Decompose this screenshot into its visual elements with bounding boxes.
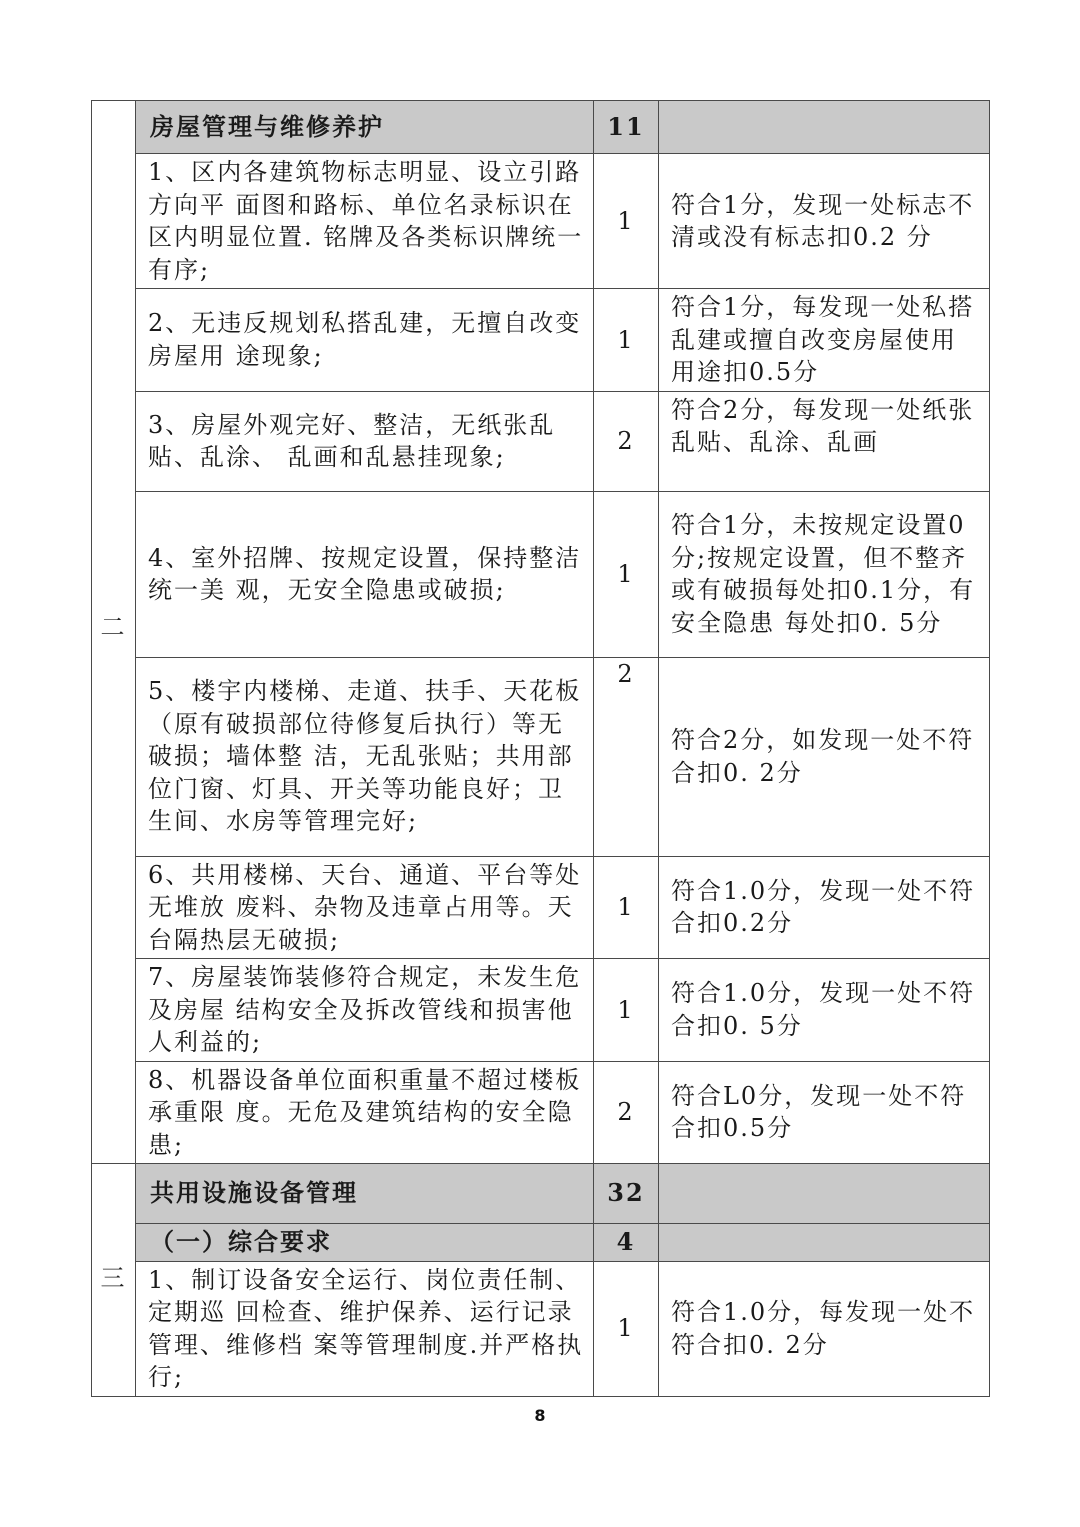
table-row (92, 959, 990, 1062)
section-header-blank (659, 101, 990, 154)
table-row (92, 391, 990, 491)
item-score: 1 (594, 154, 659, 289)
item-text: 7、房屋装饰装修符合规定，未发生危及房屋 结构安全及拆改管线和损害他人利益的; (136, 959, 594, 1062)
item-text: 4、室外招牌、按规定设置，保持整洁统一美 观，无安全隐患或破损; (136, 491, 594, 657)
item-standard: 符合L0分，发现一处不符合扣0.5分 (659, 1061, 990, 1164)
table-row (92, 491, 990, 657)
section-number: 三 (92, 1164, 136, 1397)
item-standard: 符合1.0分，发现一处不符合扣0. 5分 (659, 959, 990, 1062)
section-header-blank (659, 1164, 990, 1224)
item-standard: 符合1.0分，每发现一处不符合扣0. 2分 (659, 1261, 990, 1396)
item-score: 1 (594, 1261, 659, 1396)
table-row (92, 1061, 990, 1164)
item-score: 1 (594, 959, 659, 1062)
table-row (92, 1261, 990, 1396)
item-score: 2 (594, 1061, 659, 1164)
item-standard: 符合2分，如发现一处不符合扣0. 2分 (659, 657, 990, 856)
page-number: 8 (534, 1406, 546, 1425)
item-text: 8、机器设备单位面积重量不超过楼板承重限 度。无危及建筑结构的安全隐患; (136, 1061, 594, 1164)
subsection-title: （一）综合要求 (136, 1224, 594, 1262)
subsection-score: 4 (594, 1224, 659, 1262)
item-standard: 符合1分，发现一处标志不清或没有标志扣0.2 分 (659, 154, 990, 289)
item-standard: 符合2分，每发现一处纸张乱贴、乱涂、乱画 (659, 391, 990, 491)
item-score: 1 (594, 491, 659, 657)
section-score: 32 (594, 1164, 659, 1224)
item-score: 2 (594, 391, 659, 491)
item-text: 3、房屋外观完好、整洁，无纸张乱贴、乱涂、 乱画和乱悬挂现象; (136, 391, 594, 491)
section-number: 二 (92, 101, 136, 1164)
table-row (92, 657, 990, 856)
item-score: 1 (594, 289, 659, 392)
subsection-header-blank (659, 1224, 990, 1262)
item-standard: 符合1.0分，发现一处不符合扣0.2分 (659, 856, 990, 959)
item-text: 2、无违反规划私搭乱建，无擅自改变房屋用 途现象; (136, 289, 594, 392)
item-text: 6、共用楼梯、天台、通道、平台等处无堆放 废料、杂物及违章占用等。天台隔热层无破损; (136, 856, 594, 959)
table-row (92, 856, 990, 959)
item-score: 1 (594, 856, 659, 959)
section-score: 11 (594, 101, 659, 154)
section-header-row (92, 1164, 990, 1224)
section-title: 房屋管理与维修养护 (136, 101, 594, 154)
section-header-row (92, 101, 990, 154)
item-text: 1、区内各建筑物标志明显、设立引路方向平 面图和路标、单位名录标识在区内明显位置. 铭牌及各类标识牌统一有序; (136, 154, 594, 289)
item-standard: 符合1分，未按规定设置0分;按规定设置，但不整齐或有破损每处扣0.1分，有安全隐患 每处扣0. 5分 (659, 491, 990, 657)
item-score: 2 (594, 657, 659, 856)
table-row (92, 154, 990, 289)
section-title: 共用设施设备管理 (136, 1164, 594, 1224)
item-text: 1、制订设备安全运行、岗位责任制、定期巡 回检查、维护保养、运行记录管理、维修档 案等管理制度.并严格执行; (136, 1261, 594, 1396)
evaluation-table (91, 100, 990, 1397)
subsection-header-row (92, 1224, 990, 1262)
item-standard: 符合1分，每发现一处私搭乱建或擅自改变房屋使用用途扣0.5分 (659, 289, 990, 392)
item-text: 5、楼宇内楼梯、走道、扶手、天花板（原有破损部位待修复后执行）等无破损；墙体整 洁，无乱张贴；共用部位门窗、灯具、开关等功能良好；卫生间、水房等管理完好; (136, 657, 594, 856)
table-row (92, 289, 990, 392)
